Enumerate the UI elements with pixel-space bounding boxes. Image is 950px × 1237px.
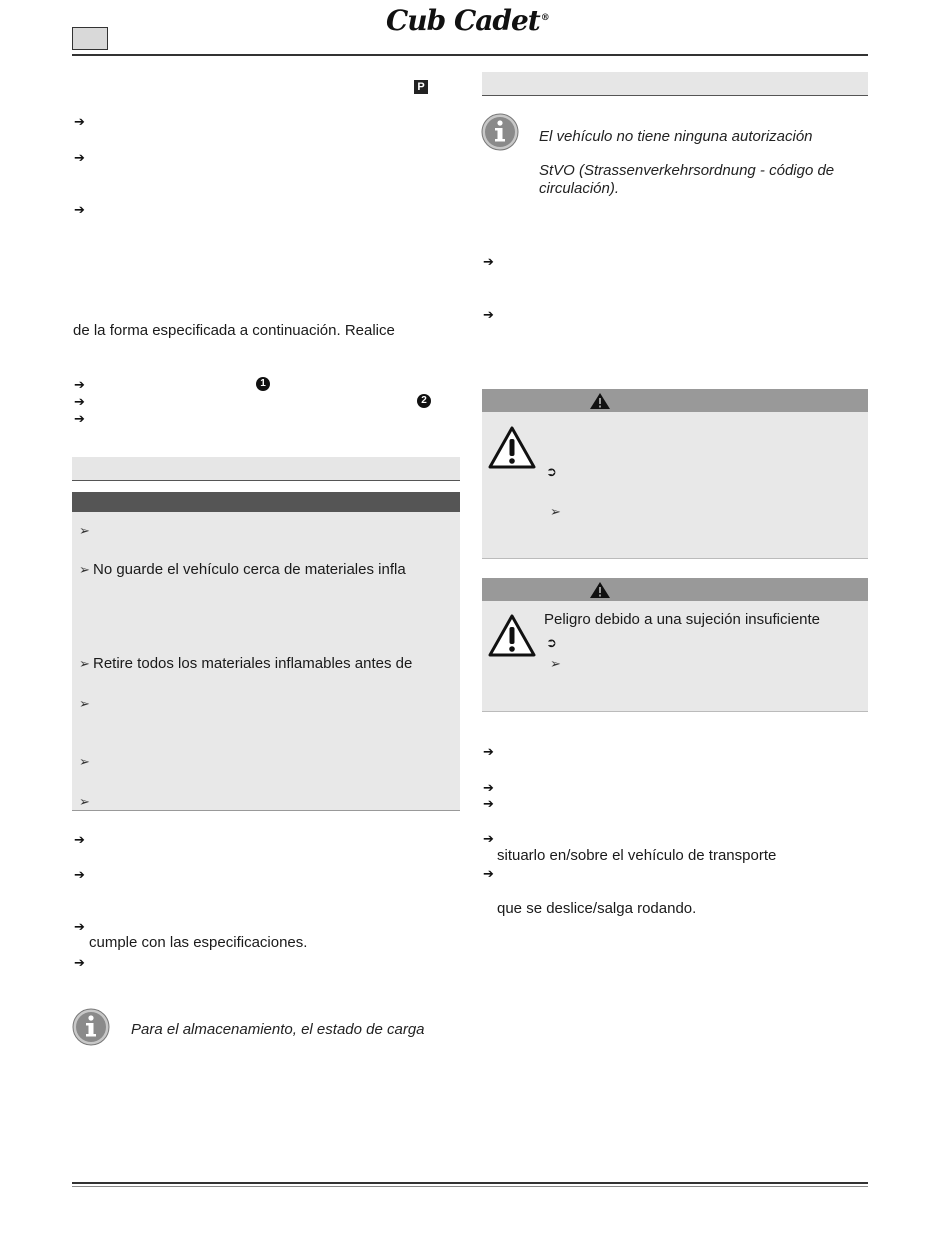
body-text: que se deslice/salga rodando.	[497, 900, 697, 917]
footer-rule	[72, 1182, 868, 1184]
bullet-arrow-icon: ➔	[483, 866, 494, 881]
bullet-chevron-icon: ➢	[79, 794, 90, 809]
bullet-chevron-icon: ➢	[79, 696, 90, 711]
bullet-arrow-icon: ➔	[483, 254, 494, 269]
bullet-arrow-icon: ➔	[483, 796, 494, 811]
info-text: StVO (Strassenverkehrsordnung - código de	[539, 162, 835, 179]
bullet-arrow-icon: ➔	[74, 202, 85, 217]
bullet-arrow-icon: ➔	[74, 411, 85, 426]
parking-p-icon: P	[414, 80, 428, 94]
warning-header-bar	[482, 578, 868, 601]
header-rule	[72, 54, 868, 56]
bullet-chevron-icon: ➢	[79, 656, 90, 671]
bullet-cycle-icon: ➲	[546, 464, 557, 479]
section-heading-bar	[482, 72, 868, 96]
callout-1-icon: 1	[256, 377, 270, 391]
bullet-arrow-icon: ➔	[74, 394, 85, 409]
warning-icon	[487, 425, 537, 474]
brand-logo: Cub Cadet®	[386, 4, 549, 37]
body-text: cumple con las especificaciones.	[89, 934, 308, 951]
info-text: circulación).	[539, 180, 620, 197]
bullet-arrow-icon: ➔	[483, 307, 494, 322]
body-text: situarlo en/sobre el vehículo de transporte	[497, 847, 777, 864]
bullet-arrow-icon: ➔	[74, 919, 85, 934]
warning-small-icon	[589, 581, 611, 599]
bullet-arrow-icon: ➔	[74, 377, 85, 392]
notice-header-bar	[72, 492, 460, 512]
bullet-arrow-icon: ➔	[74, 114, 85, 129]
bullet-arrow-icon: ➔	[483, 831, 494, 846]
bullet-arrow-icon: ➔	[483, 780, 494, 795]
footer-rule-thin	[72, 1186, 868, 1187]
info-icon	[481, 113, 519, 155]
warning-header-bar	[482, 389, 868, 412]
page-number-box	[72, 27, 108, 50]
info-text: El vehículo no tiene ninguna autorización	[539, 128, 813, 145]
warning-box	[482, 412, 868, 559]
bullet-arrow-icon: ➔	[74, 150, 85, 165]
bullet-arrow-icon: ➔	[74, 867, 85, 882]
info-text: Para el almacenamiento, el estado de carga	[131, 1021, 425, 1038]
warning-text: Peligro debido a una sujeción insuficiente	[544, 611, 821, 628]
info-icon	[72, 1008, 110, 1050]
section-heading-bar	[72, 457, 460, 481]
notice-text: No guarde el vehículo cerca de materiales infla	[93, 561, 406, 578]
notice-box-rule	[72, 810, 460, 811]
warning-small-icon	[589, 392, 611, 410]
bullet-chevron-icon: ➢	[79, 754, 90, 769]
callout-2-icon: 2	[417, 394, 431, 408]
notice-text: Retire todos los materiales inflamables antes de	[93, 655, 413, 672]
bullet-chevron-icon: ➢	[79, 523, 90, 538]
bullet-cycle-icon: ➲	[546, 635, 557, 650]
bullet-arrow-icon: ➔	[483, 744, 494, 759]
warning-icon	[487, 613, 537, 662]
bullet-arrow-icon: ➔	[74, 955, 85, 970]
bullet-arrow-icon: ➔	[74, 832, 85, 847]
bullet-chevron-icon: ➢	[550, 656, 561, 671]
body-text: de la forma especificada a continuación. Realice	[73, 322, 395, 339]
bullet-chevron-icon: ➢	[79, 562, 90, 577]
bullet-chevron-icon: ➢	[550, 504, 561, 519]
